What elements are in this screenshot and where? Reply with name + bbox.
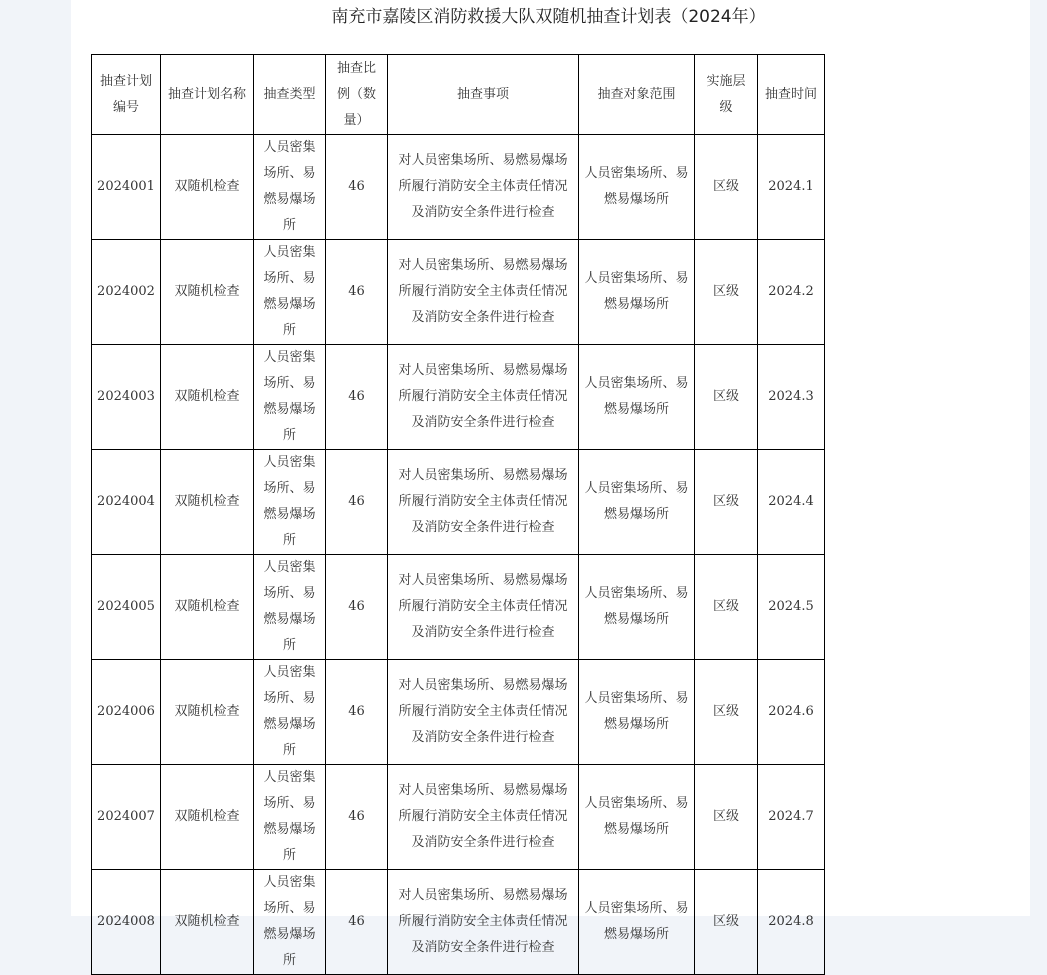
cell-ratio: 46 bbox=[326, 450, 388, 555]
cell-level: 区级 bbox=[695, 345, 758, 450]
cell-time: 2024.8 bbox=[758, 870, 825, 975]
page-title: 南充市嘉陵区消防救援大队双随机抽查计划表（2024年） bbox=[331, 7, 766, 27]
document-page bbox=[71, 0, 1030, 968]
cell-ratio: 46 bbox=[326, 135, 388, 240]
cell-level: 区级 bbox=[695, 450, 758, 555]
cell-name: 双随机检查 bbox=[161, 345, 254, 450]
cell-item: 对人员密集场所、易燃易爆场所履行消防安全主体责任情况及消防安全条件进行检查 bbox=[388, 555, 579, 660]
cell-code: 2024004 bbox=[92, 450, 161, 555]
cell-code: 2024008 bbox=[92, 870, 161, 975]
header-time: 抽查时间 bbox=[758, 55, 825, 135]
cell-level: 区级 bbox=[695, 555, 758, 660]
header-level: 实施层级 bbox=[695, 55, 758, 135]
cell-scope: 人员密集场所、易燃易爆场所 bbox=[579, 135, 695, 240]
cell-type: 人员密集场所、易燃易爆场所 bbox=[254, 870, 326, 975]
cell-type: 人员密集场所、易燃易爆场所 bbox=[254, 135, 326, 240]
cell-code: 2024005 bbox=[92, 555, 161, 660]
cell-scope: 人员密集场所、易燃易爆场所 bbox=[579, 660, 695, 765]
cell-scope: 人员密集场所、易燃易爆场所 bbox=[579, 450, 695, 555]
cell-item: 对人员密集场所、易燃易爆场所履行消防安全主体责任情况及消防安全条件进行检查 bbox=[388, 765, 579, 870]
cell-time: 2024.4 bbox=[758, 450, 825, 555]
cell-name: 双随机检查 bbox=[161, 765, 254, 870]
cell-code: 2024006 bbox=[92, 660, 161, 765]
cell-item: 对人员密集场所、易燃易爆场所履行消防安全主体责任情况及消防安全条件进行检查 bbox=[388, 345, 579, 450]
cell-code: 2024001 bbox=[92, 135, 161, 240]
cell-ratio: 46 bbox=[326, 870, 388, 975]
cell-ratio: 46 bbox=[326, 240, 388, 345]
cell-name: 双随机检查 bbox=[161, 450, 254, 555]
cell-scope: 人员密集场所、易燃易爆场所 bbox=[579, 555, 695, 660]
cell-level: 区级 bbox=[695, 135, 758, 240]
cell-code: 2024002 bbox=[92, 240, 161, 345]
header-type: 抽查类型 bbox=[254, 55, 326, 135]
cell-type: 人员密集场所、易燃易爆场所 bbox=[254, 345, 326, 450]
cell-time: 2024.1 bbox=[758, 135, 825, 240]
cell-level: 区级 bbox=[695, 870, 758, 975]
cell-name: 双随机检查 bbox=[161, 660, 254, 765]
table-header-row bbox=[92, 55, 825, 135]
cell-level: 区级 bbox=[695, 765, 758, 870]
cell-scope: 人员密集场所、易燃易爆场所 bbox=[579, 765, 695, 870]
cell-time: 2024.5 bbox=[758, 555, 825, 660]
cell-type: 人员密集场所、易燃易爆场所 bbox=[254, 765, 326, 870]
header-scope: 抽查对象范围 bbox=[579, 55, 695, 135]
table-row bbox=[92, 765, 825, 870]
cell-item: 对人员密集场所、易燃易爆场所履行消防安全主体责任情况及消防安全条件进行检查 bbox=[388, 135, 579, 240]
cell-type: 人员密集场所、易燃易爆场所 bbox=[254, 450, 326, 555]
cell-item: 对人员密集场所、易燃易爆场所履行消防安全主体责任情况及消防安全条件进行检查 bbox=[388, 660, 579, 765]
cell-type: 人员密集场所、易燃易爆场所 bbox=[254, 555, 326, 660]
table-row bbox=[92, 660, 825, 765]
table-row bbox=[92, 240, 825, 345]
cell-scope: 人员密集场所、易燃易爆场所 bbox=[579, 870, 695, 975]
cell-item: 对人员密集场所、易燃易爆场所履行消防安全主体责任情况及消防安全条件进行检查 bbox=[388, 870, 579, 975]
cell-name: 双随机检查 bbox=[161, 555, 254, 660]
cell-ratio: 46 bbox=[326, 660, 388, 765]
cell-item: 对人员密集场所、易燃易爆场所履行消防安全主体责任情况及消防安全条件进行检查 bbox=[388, 450, 579, 555]
cell-name: 双随机检查 bbox=[161, 240, 254, 345]
cell-type: 人员密集场所、易燃易爆场所 bbox=[254, 660, 326, 765]
cell-level: 区级 bbox=[695, 240, 758, 345]
cell-time: 2024.2 bbox=[758, 240, 825, 345]
table-row bbox=[92, 345, 825, 450]
cell-level: 区级 bbox=[695, 660, 758, 765]
cell-scope: 人员密集场所、易燃易爆场所 bbox=[579, 345, 695, 450]
cell-code: 2024003 bbox=[92, 345, 161, 450]
cell-name: 双随机检查 bbox=[161, 135, 254, 240]
table-row bbox=[92, 870, 825, 975]
cell-scope: 人员密集场所、易燃易爆场所 bbox=[579, 240, 695, 345]
header-code: 抽查计划编号 bbox=[92, 55, 161, 135]
cell-code: 2024007 bbox=[92, 765, 161, 870]
header-name: 抽查计划名称 bbox=[161, 55, 254, 135]
cell-ratio: 46 bbox=[326, 555, 388, 660]
cell-time: 2024.6 bbox=[758, 660, 825, 765]
cell-item: 对人员密集场所、易燃易爆场所履行消防安全主体责任情况及消防安全条件进行检查 bbox=[388, 240, 579, 345]
cell-time: 2024.3 bbox=[758, 345, 825, 450]
cell-ratio: 46 bbox=[326, 765, 388, 870]
table-row bbox=[92, 135, 825, 240]
table-row bbox=[92, 450, 825, 555]
cell-name: 双随机检查 bbox=[161, 870, 254, 975]
table-row bbox=[92, 555, 825, 660]
cell-type: 人员密集场所、易燃易爆场所 bbox=[254, 240, 326, 345]
header-ratio: 抽查比例（数量） bbox=[326, 55, 388, 135]
plan-table bbox=[91, 54, 825, 975]
header-item: 抽查事项 bbox=[388, 55, 579, 135]
cell-time: 2024.7 bbox=[758, 765, 825, 870]
cell-ratio: 46 bbox=[326, 345, 388, 450]
